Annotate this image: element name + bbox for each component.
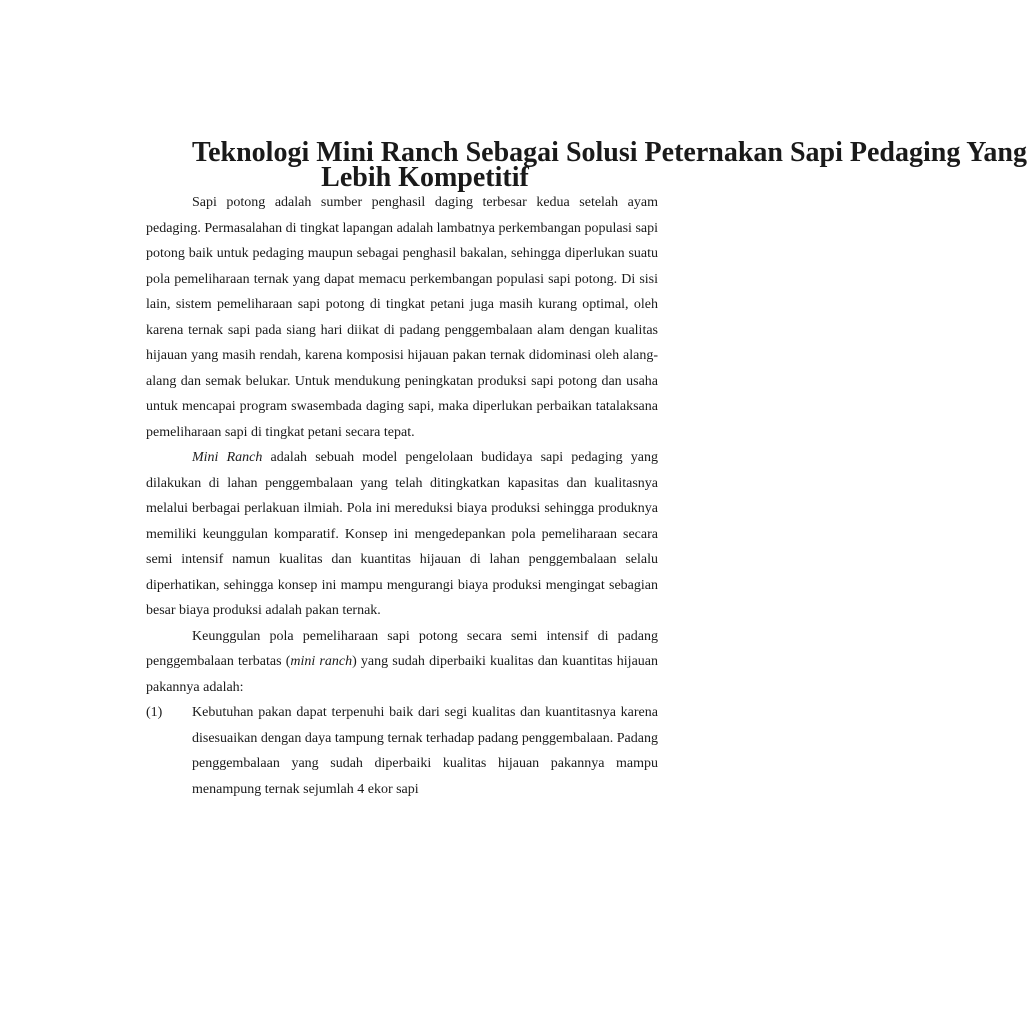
paragraph-2-italic-term: Mini Ranch	[192, 450, 263, 465]
paragraph-3-text-after: ) yang sudah diperbaiki kualitas dan kuantitas hijauan pakannya adalah:	[146, 654, 658, 695]
title-line-1: Teknologi Mini Ranch Sebagai Solusi Peternakan Sapi Pedaging Yang	[192, 137, 1027, 168]
paragraph-3-text-before: Keunggulan pola pemeliharaan sapi potong secara semi intensif di padang penggembalaan terbatas (	[146, 628, 658, 669]
paragraph-2-text: adalah sebuah model pengelolaan budidaya sapi pedaging yang dilakukan di lahan penggembalaan yang telah ditingkatkan kapasitas dan kualitasnya melalui berbagai perlakuan ilmiah. Pola ini mereduksi biaya produksi sehingga produknya memiliki keunggulan komparatif. Konsep ini mengedepankan pola pemeliharaan secara semi intensif namun kualitas dan kuantitas hijauan di lahan penggembalaan selalu diperhatikan, sehingga konsep ini mampu mengurangi biaya produksi mengingat sebagian besar biaya produksi adalah pakan ternak.	[146, 450, 658, 618]
document-title	[146, 137, 1027, 193]
numbered-list	[146, 700, 658, 802]
list-item-number: (1)	[146, 705, 163, 720]
paragraph-1: Sapi potong adalah sumber penghasil daging terbesar kedua setelah ayam pedaging. Permasalahan di tingkat lapangan adalah lambatnya perkembangan populasi sapi potong baik untuk pedaging maupun sebagai penghasil bakalan, sehingga diperlukan suatu pola pemeliharaan ternak yang dapat memacu perkembangan populasi sapi potong. Di sisi lain, sistem pemeliharaan sapi potong di tingkat petani juga masih kurang optimal, oleh karena ternak sapi pada siang hari diikat di padang penggembalaan alam dengan kualitas hijauan yang masih rendah, karena komposisi hijauan pakan ternak didominasi oleh alang-alang dan semak belukar. Untuk mendukung peningkatan produksi sapi potong dan usaha untuk mencapai program swasembada daging sapi, maka diperlukan perbaikan tatalaksana pemeliharaan sapi di tingkat petani secara tepat.	[146, 195, 658, 440]
paragraph-3-italic-term: mini ranch	[290, 654, 353, 669]
paragraph-3	[146, 624, 658, 701]
paragraph-2	[146, 445, 658, 624]
title-line-2: Lebih Kompetitif	[321, 162, 529, 193]
list-item-text: Kebutuhan pakan dapat terpenuhi baik dari segi kualitas dan kuantitasnya karena disesuaikan dengan daya tampung ternak terhadap padang penggembalaan. Padang penggembalaan yang sudah diperbaiki kualitas hijauan pakannya mampu menampung ternak sejumlah 4 ekor sapi	[192, 705, 658, 797]
document-body	[146, 137, 1027, 802]
list-item	[146, 700, 658, 802]
